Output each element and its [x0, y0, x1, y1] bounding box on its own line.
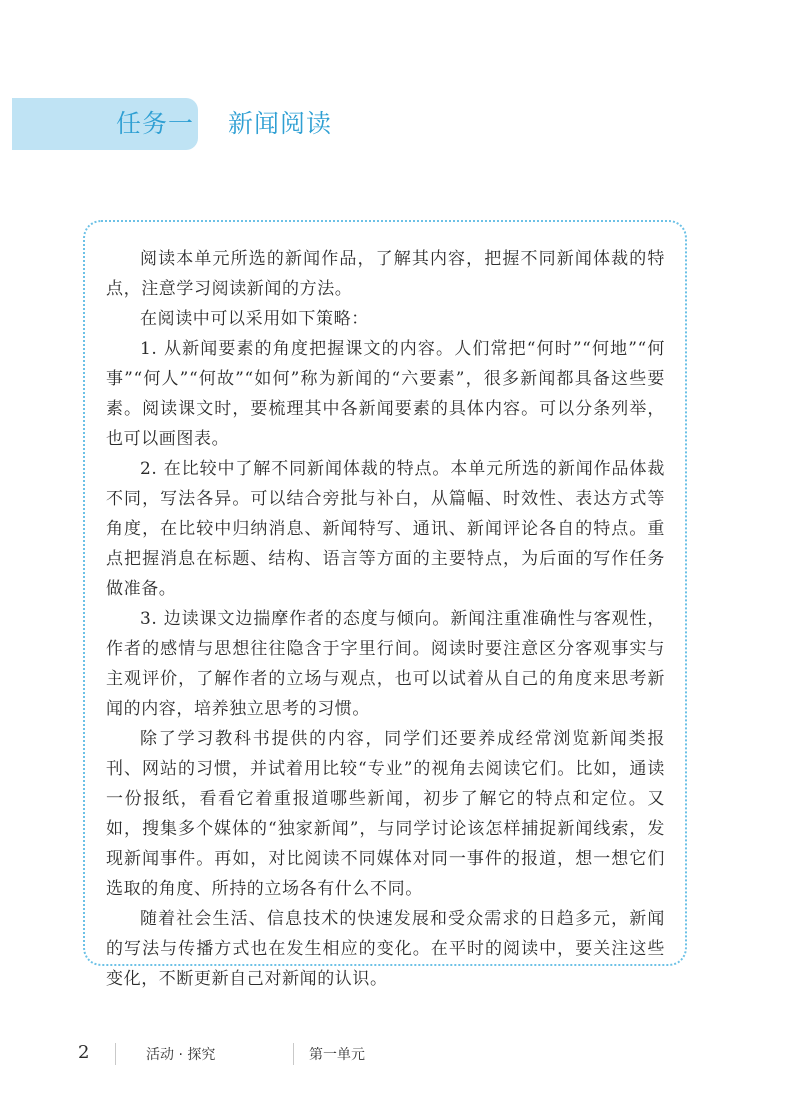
paragraph-strategy-3: 3. 边读课文边揣摩作者的态度与倾向。新闻注重准确性与客观性，作者的感情与思想往往隐含于字里行间。阅读时要注意区分客观事实与主观评价，了解作者的立场与观点，也可以试着从自己的角度来思考新闻的内容，培养独立思考的习惯。 — [106, 609, 665, 719]
footer-divider — [115, 1043, 116, 1065]
paragraph-strategy-lead: 在阅读中可以采用如下策略： — [140, 309, 369, 329]
paragraph-strategy-1: 1. 从新闻要素的角度把握课文的内容。人们常把“何时”“何地”“何事”“何人”“何故”“如何”称为新闻的“六要素”，很多新闻都具备这些要素。阅读课文时，要梳理其中各新闻要素的具体内容。可以分条列举，也可以画图表。 — [106, 339, 665, 449]
paragraph-extended-reading: 除了学习教科书提供的内容，同学们还要养成经常浏览新闻类报刊、网站的习惯，并试着用比较“专业”的视角去阅读它们。比如，通读一份报纸，看看它着重报道哪些新闻，初步了解它的特点和定位。又如，搜集多个媒体的“独家新闻”，与同学讨论该怎样捕捉新闻线索，发现新闻事件。再如，对比阅读不同媒体对同一事件的报道，想一想它们选取的角度、所持的立场各有什么不同。 — [106, 729, 665, 899]
paragraph-conclusion: 随着社会生活、信息技术的快速发展和受众需求的日趋多元，新闻的写法与传播方式也在发生相应的变化。在平时的阅读中，要关注这些变化，不断更新自己对新闻的认识。 — [106, 909, 665, 989]
paragraph-strategy-2: 2. 在比较中了解不同新闻体裁的特点。本单元所选的新闻作品体裁不同，写法各异。可以结合旁批与补白，从篇幅、时效性、表达方式等角度，在比较中归纳消息、新闻特写、通讯、新闻评论各自的特点。重点把握消息在标题、结构、语言等方面的主要特点，为后面的写作任务做准备。 — [106, 459, 665, 599]
task-header — [0, 98, 450, 150]
page-footer — [0, 1040, 800, 1070]
task-label: 任务一 — [116, 109, 195, 138]
paragraph-intro: 阅读本单元所选的新闻作品，了解其内容，把握不同新闻体裁的特点，注意学习阅读新闻的方法。 — [106, 249, 665, 299]
page-number: 2 — [78, 1042, 90, 1063]
reading-guide-box — [83, 220, 687, 989]
task-title: 新闻阅读 — [228, 109, 333, 138]
footer-section-label: 活动 · 探究 — [146, 1047, 216, 1063]
footer-unit-label: 第一单元 — [309, 1047, 365, 1063]
footer-divider — [293, 1043, 294, 1065]
